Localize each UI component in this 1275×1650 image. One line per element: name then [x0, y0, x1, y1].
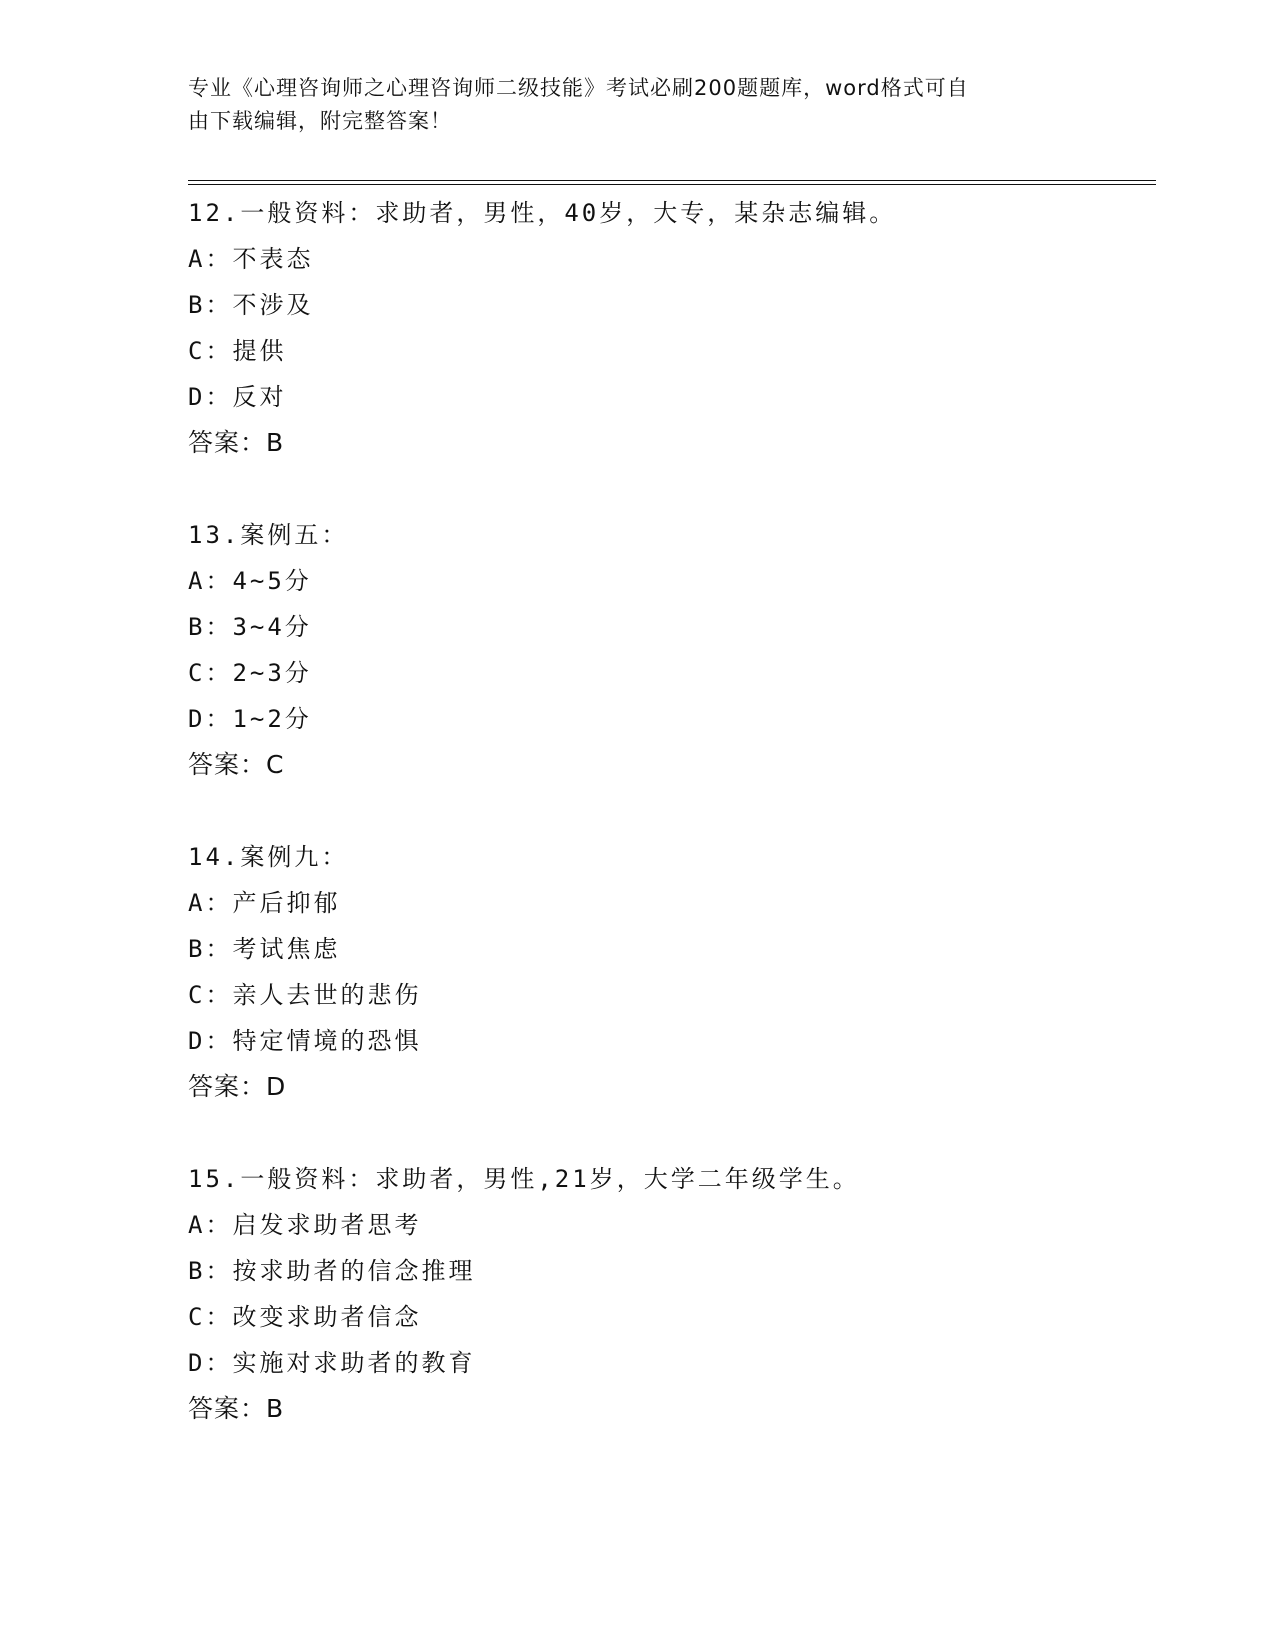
option-d: D：反对 — [188, 383, 287, 411]
option-a: A：4~5分 — [188, 567, 312, 595]
option-a: A：启发求助者思考 — [188, 1211, 422, 1239]
answer-label: 答案：B — [188, 1394, 285, 1423]
option-d: D：实施对求助者的教育 — [188, 1349, 476, 1377]
question-stem: 14.案例九： — [188, 843, 349, 871]
header-line-1: 专业《心理咨询师之心理咨询师二级技能》考试必刷200题题库，word格式可自 — [188, 76, 969, 100]
answer-label: 答案：B — [188, 428, 285, 457]
question-stem: 15.一般资料：求助者，男性,21岁，大学二年级学生。 — [188, 1165, 860, 1193]
question-15 — [188, 1156, 1156, 1432]
header-line-2: 由下载编辑，附完整答案！ — [188, 109, 452, 133]
header-divider — [188, 180, 1156, 185]
question-14 — [188, 834, 1156, 1110]
question-list — [188, 190, 1156, 1478]
document-header — [188, 72, 1068, 138]
question-13 — [188, 512, 1156, 788]
option-d: D：特定情境的恐惧 — [188, 1027, 422, 1055]
question-stem: 12.一般资料：求助者，男性，40岁，大专，某杂志编辑。 — [188, 199, 897, 227]
answer-label: 答案：C — [188, 750, 285, 779]
option-d: D：1~2分 — [188, 705, 312, 733]
option-a: A：不表态 — [188, 245, 314, 273]
option-b: B：按求助者的信念推理 — [188, 1257, 476, 1285]
option-b: B：考试焦虑 — [188, 935, 341, 963]
option-b: B：3~4分 — [188, 613, 312, 641]
answer-label: 答案：D — [188, 1072, 287, 1101]
option-b: B：不涉及 — [188, 291, 314, 319]
option-c: C：亲人去世的悲伤 — [188, 981, 422, 1009]
question-12 — [188, 190, 1156, 466]
option-c: C：提供 — [188, 337, 287, 365]
option-c: C：改变求助者信念 — [188, 1303, 422, 1331]
option-c: C：2~3分 — [188, 659, 312, 687]
question-stem: 13.案例五： — [188, 521, 349, 549]
option-a: A：产后抑郁 — [188, 889, 341, 917]
